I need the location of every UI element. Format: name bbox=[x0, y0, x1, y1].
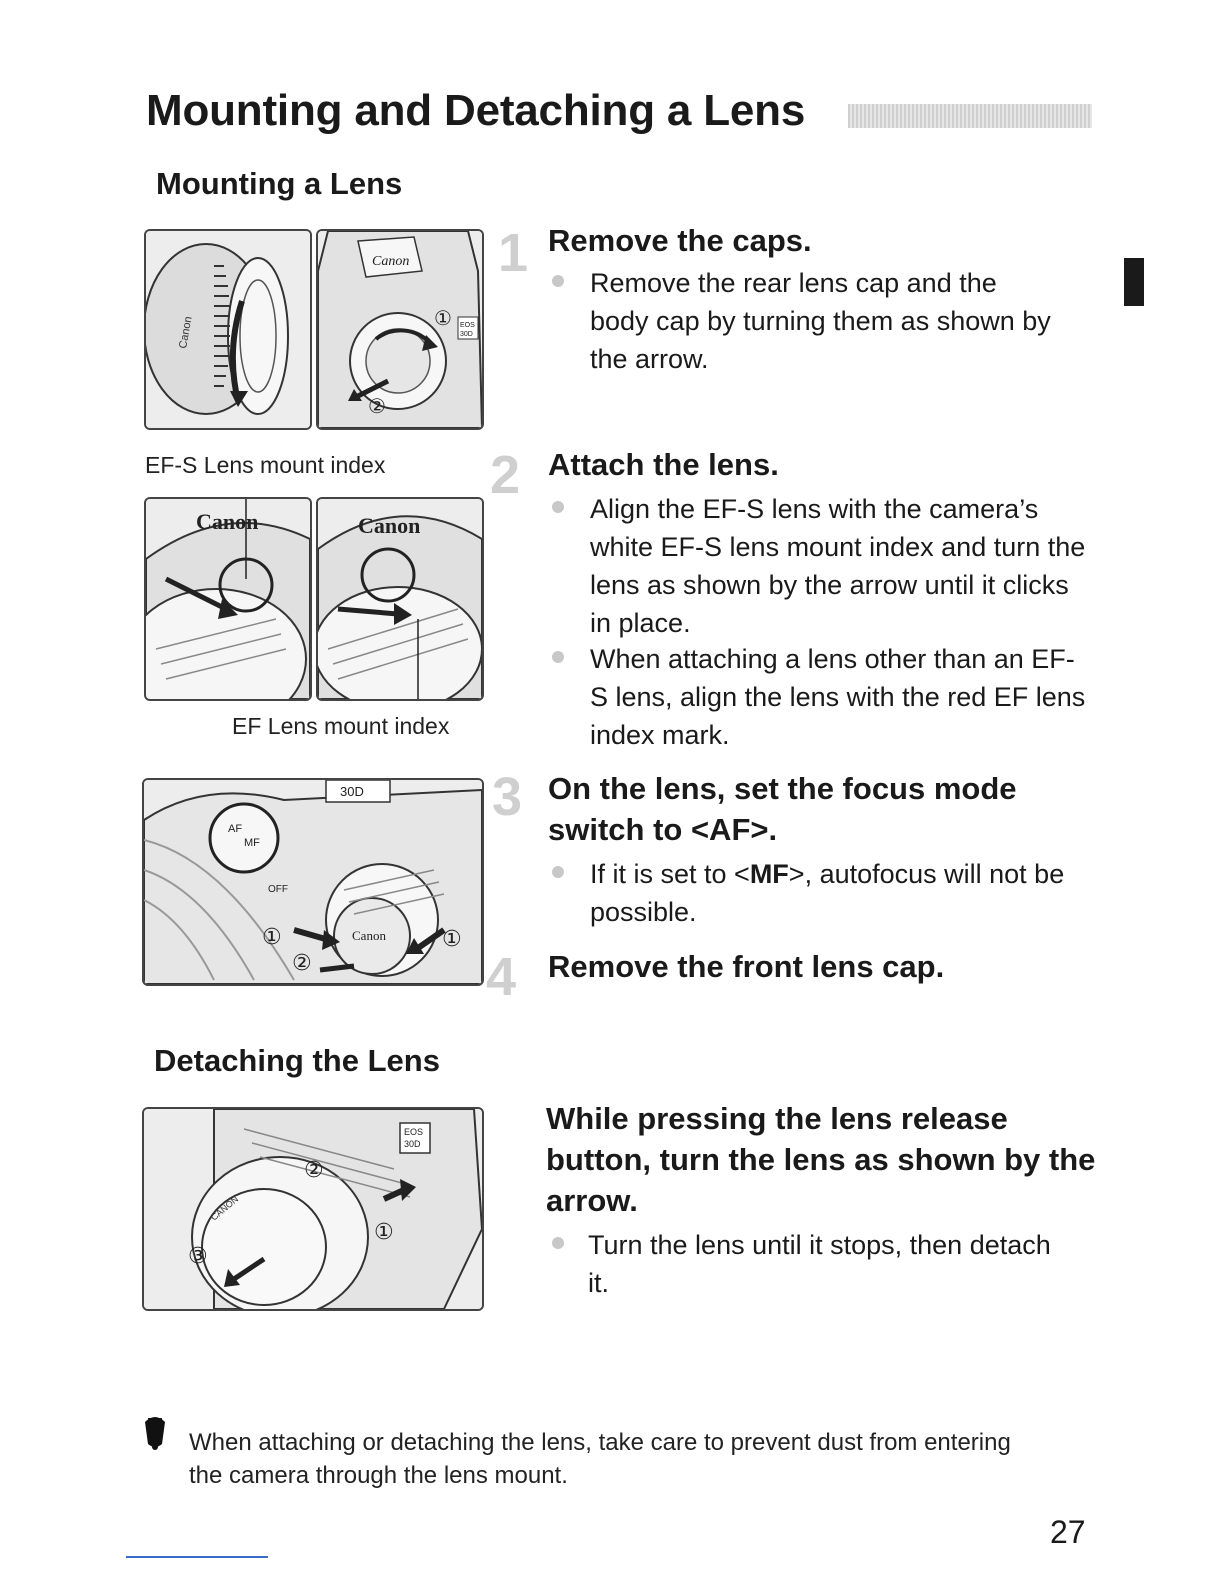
step-2-title: Attach the lens. bbox=[548, 447, 779, 482]
footer-rule bbox=[126, 1556, 268, 1558]
efs-lens-alignment-illustration bbox=[144, 497, 312, 701]
mounting-heading: Mounting a Lens bbox=[156, 166, 403, 201]
fig-model-label: 30D bbox=[460, 331, 473, 338]
fig-camera-brand: Canon bbox=[358, 513, 421, 538]
bullet-icon bbox=[552, 866, 564, 878]
fig-marker-two: ② bbox=[368, 394, 386, 418]
page-number: 27 bbox=[1050, 1514, 1086, 1550]
fig-marker-three: ③ bbox=[188, 1244, 208, 1269]
body-cap-illustration bbox=[316, 229, 484, 430]
step-4-title: Remove the front lens cap. bbox=[548, 949, 945, 984]
bullet-icon bbox=[552, 1237, 564, 1249]
title-decoration-bar bbox=[848, 104, 1092, 128]
ef-mount-index-label: EF Lens mount index bbox=[232, 713, 450, 739]
fig-marker-one: ① bbox=[374, 1220, 394, 1245]
fig-model-label: 30D bbox=[404, 1139, 421, 1149]
caution-note: When attaching or detaching the lens, take care to prevent dust from entering the camera through the lens mount. bbox=[189, 1429, 1011, 1489]
step-2-bullet-1: Align the EF-S lens with the camera’s white EF-S lens mount index and turn the lens as shown by the arrow until it clicks in place. bbox=[552, 490, 1092, 642]
fig-camera-brand: Canon bbox=[372, 254, 410, 269]
detaching-heading: Detaching the Lens bbox=[154, 1043, 440, 1078]
step-3-title: On the lens, set the focus mode switch to <AF>. bbox=[548, 771, 1017, 847]
fig-lens-ring-text: CANON bbox=[208, 1193, 241, 1223]
fig-marker-one: ① bbox=[434, 306, 452, 330]
focus-mode-switch-illustration bbox=[142, 778, 484, 986]
fig-eos-label: EOS bbox=[404, 1127, 424, 1137]
step-number-1: 1 bbox=[498, 223, 529, 283]
bullet-icon bbox=[552, 275, 564, 287]
bullet-icon bbox=[552, 501, 564, 513]
fig-off-label: OFF bbox=[268, 884, 288, 895]
step-number-3: 3 bbox=[492, 767, 523, 827]
fig-marker-one: ① bbox=[442, 927, 462, 952]
step-number-4: 4 bbox=[486, 947, 517, 1007]
fig-marker-one: ① bbox=[262, 925, 282, 950]
fig-model-label: 30D bbox=[340, 784, 364, 799]
step-number-2: 2 bbox=[490, 445, 521, 505]
fig-lens-cap-brand: Canon bbox=[352, 928, 386, 943]
chapter-tab-marker bbox=[1124, 258, 1144, 306]
page-title: Mounting and Detaching a Lens bbox=[146, 86, 806, 135]
detaching-bullet: Turn the lens until it stops, then detach it. bbox=[552, 1226, 1072, 1302]
step-3-bullet: If it is set to <MF>, autofocus will not be possible. bbox=[552, 855, 1092, 931]
fig-af-label: AF bbox=[228, 823, 243, 835]
detaching-title: While pressing the lens release button, turn the lens as shown by the arrow. bbox=[546, 1101, 1096, 1218]
detach-lens-illustration bbox=[142, 1107, 484, 1311]
fig-marker-two: ② bbox=[292, 951, 312, 976]
bullet-icon bbox=[552, 651, 564, 663]
efs-mount-index-label: EF-S Lens mount index bbox=[145, 452, 386, 478]
fig-camera-brand: Canon bbox=[196, 509, 259, 534]
ef-lens-alignment-illustration bbox=[316, 497, 484, 701]
fig-eos-label: EOS bbox=[460, 322, 475, 329]
step-1-title: Remove the caps. bbox=[548, 223, 812, 258]
fig-mf-label: MF bbox=[244, 837, 260, 849]
caution-icon bbox=[142, 1414, 174, 1450]
fig-marker-two: ② bbox=[304, 1158, 324, 1183]
rear-lens-cap-illustration bbox=[144, 229, 312, 430]
fig-lens-brand: Canon bbox=[177, 315, 195, 350]
step-2-bullet-2: When attaching a lens other than an EF-S lens, align the lens with the red EF lens index mark. bbox=[552, 640, 1092, 754]
step-1-bullet: Remove the rear lens cap and the body cap by turning them as shown by the arrow. bbox=[552, 264, 1062, 378]
